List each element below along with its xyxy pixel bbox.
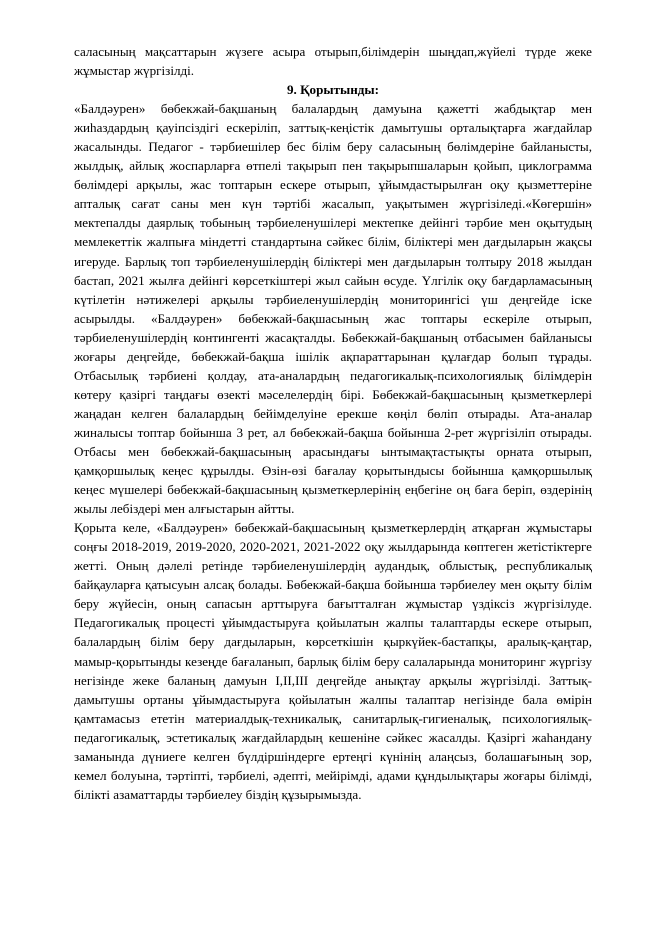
- body-paragraph-2: Қорыта келе, «Балдәурен» бөбекжай-бақшасының қызметкерлердің атқарған жұмыстары соңғы 2018-2019, 2019-2020, 2020-2021, 2021-2022 оқу жылдарында көптеген жетістіктерге жетті. Оның дәлелі ретінде тәрбиеленушілердің аудандық, облыстық, республикалық байқауларға қатысуын алсақ болады. Бөбекжай-бақша бойынша тәрбиелеу мен оқыту білім беру жүйесін, оның сапасын арттыруға бағытталған жұмыстар үздіксіз жүргізілуде. Педагогикалық процесті ұйымдастыруға қойылатын жалпы талаптарды ескере отырып, балалардың білім беру дағдыларын, көрсеткішін қыркүйек-бастапқы, аралық-қаңтар, мамыр-қорытынды кезеңде бағаланып, барлық білім беру салаларында мониторинг жүргізу негізінде жеке баланың дамуын І,ІІ,ІІІ деңгейде анықтау арқылы жүргізілді. Заттық-дамытушы ортаны ұйымдастыруға қойылатын жалпы талаптар негізінде бала өмірін қамтамасыз ететін материалдық-техникалық, санитарлық-гигиеналық, психологиялық-педагогикалық, эстетикалық жағдайлардың кешеніне сәйкес жасалды. Қазіргі жаһандану заманында дүниеге келген бүлдіршіндерге ертеңгі күнінің алаңсыз, болашағының зор, кемел болуына, тәртіпті, тәрбиелі, әдепті, мейірімді, адами құндылықтары жоғары білімді, білікті азаматтарды тәрбиелеу біздің құзырымызда.: [74, 520, 592, 802]
- intro-paragraph: саласының мақсаттарын жүзеге асыра отырып,білімдерін шыңдап,жүйелі түрде жеке жұмыстар жүргізілді.: [74, 44, 592, 79]
- section-heading: 9. Қорытынды:: [286, 82, 380, 98]
- body-paragraph-1: «Балдәурен» бөбекжай-бақшаның балалардың дамуына қажетті жабдықтар мен жиһаздардың қауіпсіздігі ескеріліп, заттық-кеңістік дамытушы орталықтарға жағдайлар жасалынды. Педагог - тәрбиешілер бес білім беру саласының бөлімдеріне байланысты, жылдық, айлық жоспарларға өтпелі тақырып пен тақырыпшаларын қойып, циклограмма бөлімдері арқылы, жас топтарын ескере отырып, ұйымдастырылған оқу қызметтеріне апталық сағат саны мен күн тәртібі жасалып, уақытымен жүргізіледі.«Көгершін» мектепалды даярлық тобының тәрбиеленушілері мектепке дейінгі тәрбие мен оқытудың мемлекеттік жалпыға міндетті стандартына сәйкес білім, біліктері мен дағдыларын жақсы игеруде. Барлық топ тәрбиеленушілердің біліктері мен дағдыларын толтыру 2018 жылдан бастап, 2021 жылға дейінгі көрсеткіштері жыл сайын өсуде. Үлгілік оқу бағдарламасының күтілетін нәтижелері арқылы тәрбиеленушілердің мониторингісі үш деңгейде іске асырылды. «Балдәурен» бөбекжай-бақшасының жас топтары ескеріле отырып, тәрбиеленушілердің контингенті жасақталды. Бөбекжай-бақшаның отбасымен байланысы жоғары деңгейде, бөбекжай-бақша ішілік ақпараттарынан құлағдар болып тұрады. Отбасылық тәрбиені қолдау, ата-аналардың педагогикалық-психологиялық білімдерін көтеру қазіргі таңдағы өзекті мәселелердің бірі. Бөбекжай-бақшасының қызметкерлері жаңадан келген балалардың бейімделуіне ерекше көңіл бөліп отырады. Ата-аналар жиналысы топтар бойынша 3 рет, ал бөбекжай-бақша бойынша 2-рет жүргізіліп отырады. Отбасы мен бөбекжай-бақшасының арасындағы ынтымақтастықты орната отырып, қамқоршылық кеңес құрылды. Өзін-өзі бағалау қорытындысы бойынша қамқоршылық кеңес мүшелері бөбекжай-бақшасының қызметкерлерінің еңбегіне оң баға беріп, өздерінің жылы лебіздері мен алғыстарын айтты.: [74, 101, 592, 517]
- document-page: [74, 42, 592, 804]
